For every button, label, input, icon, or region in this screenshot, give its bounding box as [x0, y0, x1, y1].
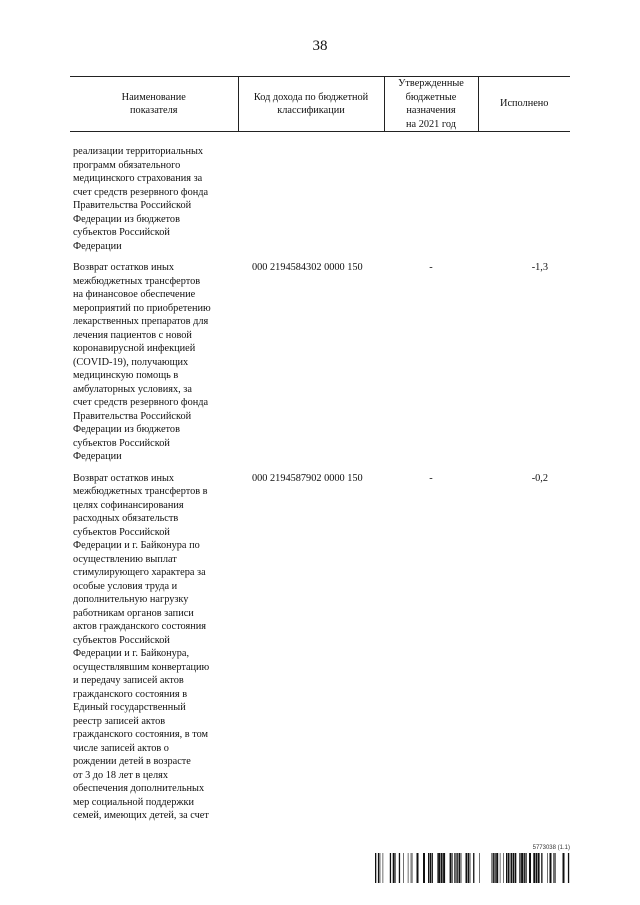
- indicator-name-line: Федерации: [73, 451, 122, 462]
- barcode-image: [375, 853, 570, 883]
- indicator-name-line: стимулирующего характера за: [73, 567, 206, 578]
- indicator-name-line: лекарственных препаратов для: [73, 316, 209, 327]
- cell-executed: [478, 132, 570, 262]
- header-line: Код дохода по бюджетной: [253, 91, 369, 103]
- indicator-name-line: и передачу записей актов: [73, 675, 184, 686]
- indicator-name-line: гражданского состояния в: [73, 688, 188, 700]
- indicator-name-line: на финансовое обеспечение: [73, 289, 196, 300]
- indicator-name-line: Федерации из бюджетов: [73, 213, 180, 225]
- cell-approved: -: [429, 262, 433, 273]
- indicator-name-line: лечения пациентов с новой: [73, 329, 192, 341]
- indicator-name-line: медицинского страхования за: [73, 173, 203, 184]
- header-line: классификации: [277, 105, 345, 116]
- indicator-name-line: амбулаторных условиях, за: [73, 383, 192, 395]
- cell-executed: -1,3: [531, 262, 548, 273]
- indicator-name-line: мероприятий по приобретению: [73, 302, 211, 314]
- header-code: [238, 77, 384, 132]
- indicator-name-line: работникам органов записи: [73, 607, 194, 619]
- cell-indicator-name: [70, 261, 238, 472]
- indicator-name-line: числе записей актов о: [73, 742, 169, 754]
- header-line: назначения: [406, 105, 456, 116]
- indicator-name-line: Правительства Российской: [73, 410, 192, 422]
- header-line: Исполнено: [500, 98, 549, 110]
- indicator-name-line: Возврат остатков иных: [73, 472, 175, 484]
- indicator-name-line: реализации территориальных: [73, 146, 204, 157]
- indicator-name-line: субъектов Российской: [73, 227, 170, 238]
- indicator-name-line: расходных обязательств: [73, 513, 179, 524]
- indicator-name-line: обеспечения дополнительных: [73, 783, 205, 794]
- header-line: бюджетные: [405, 91, 457, 103]
- indicator-name-line: Федерации: [73, 240, 122, 252]
- indicator-name-line: реестр записей актов: [73, 715, 166, 727]
- indicator-name-line: гражданского состояния, в том: [73, 729, 209, 740]
- header-approved: [384, 77, 478, 132]
- barcode-area: [375, 845, 570, 885]
- indicator-name-line: счет средств резервного фонда: [73, 397, 209, 408]
- cell-income-code: [238, 132, 384, 262]
- indicator-name-line: Федерации и г. Байконура по: [73, 540, 200, 551]
- cell-approved: -: [429, 472, 433, 484]
- indicator-name-line: межбюджетных трансфертов в: [73, 486, 208, 497]
- indicator-name-line: субъектов Российской: [73, 526, 170, 538]
- header-line: Наименование: [121, 91, 186, 103]
- indicator-name-line: осуществлению выплат: [73, 553, 177, 565]
- cell-income-code: 000 2194587902 0000 150: [252, 472, 363, 484]
- indicator-name-line: осуществлявшим конвертацию: [73, 661, 210, 673]
- table-row: [70, 472, 570, 831]
- indicator-name-line: семей, имеющих детей, за счет: [73, 810, 209, 821]
- indicator-name-line: Правительства Российской: [73, 200, 192, 211]
- indicator-name-line: субъектов Российской: [73, 634, 170, 646]
- indicator-name-line: Федерации и г. Байконура,: [73, 648, 190, 659]
- header-line: на 2021 год: [406, 118, 456, 130]
- header-line: Утвержденные: [398, 78, 464, 89]
- cell-income-code: 000 2194584302 0000 150: [252, 262, 363, 273]
- indicator-name-line: актов гражданского состояния: [73, 621, 207, 632]
- cell-approved: [384, 132, 478, 262]
- cell-executed: -0,2: [531, 472, 548, 484]
- table-body: [70, 132, 570, 831]
- indicator-name-line: от 3 до 18 лет в целях: [73, 769, 168, 781]
- cell-indicator-name: [70, 132, 238, 262]
- cell-indicator-name: [70, 472, 238, 831]
- indicator-name-line: (COVID-19), получающих: [73, 356, 189, 368]
- indicator-name-line: субъектов Российской: [73, 437, 170, 449]
- indicator-name-line: особые условия труда и: [73, 580, 178, 592]
- table-header: [70, 77, 570, 132]
- page-number: 38: [312, 38, 328, 54]
- indicator-name-line: коронавирусной инфекцией: [73, 343, 196, 354]
- indicator-name-line: рождении детей в возрасте: [73, 756, 191, 767]
- indicator-name-line: целях софинансирования: [73, 499, 184, 511]
- barcode-label: 5773038 (1.1): [532, 845, 570, 851]
- indicator-name-line: межбюджетных трансфертов: [73, 275, 201, 287]
- indicator-name-line: программ обязательного: [73, 159, 181, 171]
- header-line: показателя: [130, 105, 178, 116]
- header-executed: [478, 77, 570, 132]
- indicator-name-line: дополнительную нагрузку: [73, 594, 189, 605]
- indicator-name-line: медицинскую помощь в: [73, 370, 179, 381]
- indicator-name-line: счет средств резервного фонда: [73, 186, 209, 198]
- indicator-name-line: Единый государственный: [73, 702, 186, 713]
- budget-execution-table: [70, 76, 570, 831]
- indicator-name-line: Возврат остатков иных: [73, 262, 175, 273]
- indicator-name-line: Федерации из бюджетов: [73, 424, 180, 435]
- table-row: [70, 261, 570, 472]
- table-row: [70, 132, 570, 262]
- header-name: [70, 77, 238, 132]
- indicator-name-line: мер социальной поддержки: [73, 796, 194, 808]
